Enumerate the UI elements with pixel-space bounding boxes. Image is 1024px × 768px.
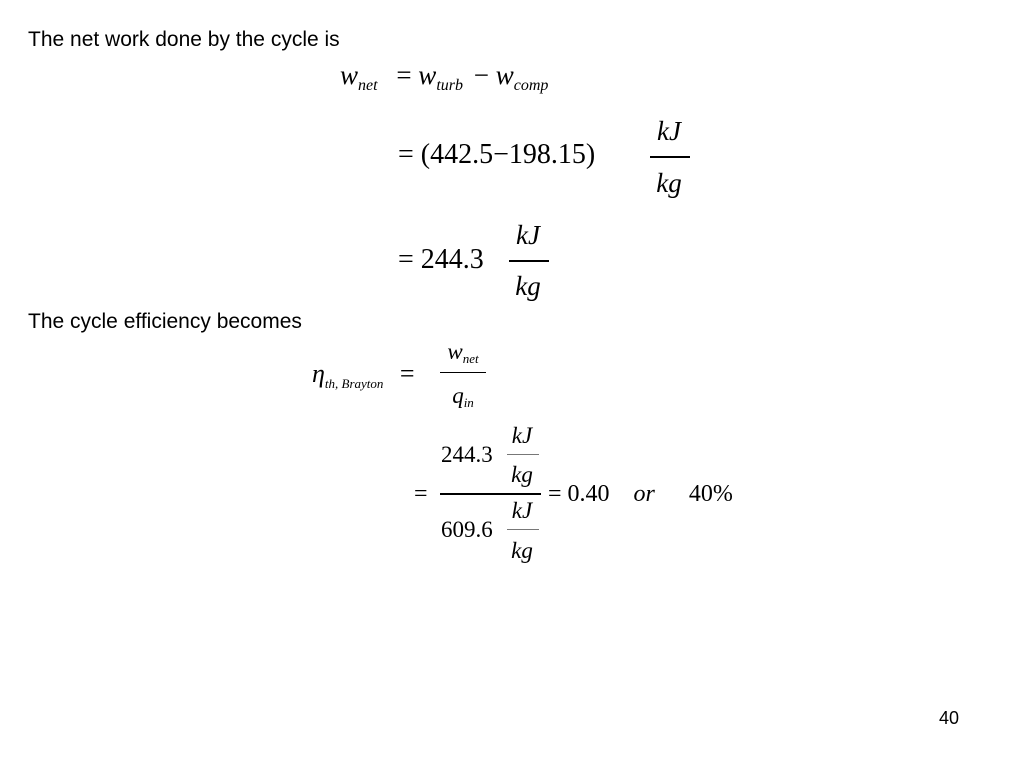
- intro-text-net-work: The net work done by the cycle is: [28, 28, 340, 51]
- w-net-symbol: w: [340, 60, 359, 90]
- unit-numerator-kj: kJ: [657, 116, 681, 146]
- unit-denominator-kg: kg: [515, 271, 541, 301]
- eta-symbol: η: [312, 359, 325, 388]
- denominator-unit-kg: kg: [511, 538, 533, 563]
- difference-expression: (442.5−198.15): [420, 139, 596, 170]
- equals-sign: =: [396, 60, 412, 90]
- denominator-unit-kj: kJ: [511, 498, 533, 523]
- fraction-bar: [650, 156, 690, 158]
- efficiency-result: [548, 482, 733, 506]
- numerator-unit-kj: kJ: [511, 423, 533, 448]
- w-turb-subscript: turb: [436, 77, 463, 94]
- w-turb-symbol: w: [418, 60, 437, 90]
- w-comp-symbol: w: [495, 60, 514, 90]
- intro-text-efficiency: The cycle efficiency becomes: [28, 310, 302, 333]
- unit-numerator-kj: kJ: [516, 220, 540, 250]
- fraction-numerator-w-net: wnet: [447, 339, 479, 366]
- fraction-denominator-q-in: qin: [452, 383, 474, 410]
- equals-sign: =: [398, 139, 414, 170]
- equation-net-work-substitution: [398, 141, 595, 169]
- unit-denominator-kg: kg: [656, 168, 682, 198]
- main-fraction-bar: [440, 493, 541, 495]
- denominator-unit-bar: [507, 529, 539, 530]
- fraction-bar: [509, 260, 549, 262]
- minus-sign: −: [473, 60, 489, 90]
- or-word: or: [633, 481, 655, 507]
- efficiency-percent: 40%: [688, 481, 733, 507]
- equals-sign: =: [414, 481, 428, 507]
- fraction-bar: [440, 372, 486, 373]
- numerator-unit-bar: [507, 454, 539, 455]
- w-comp-subscript: comp: [513, 77, 549, 94]
- equation-efficiency-definition: [312, 359, 415, 391]
- equation-net-work-result: [398, 246, 484, 274]
- numerator-value: 244.3: [441, 442, 493, 467]
- equals-sign: =: [398, 244, 414, 275]
- equation-net-work-definition: [340, 60, 549, 94]
- w-net-subscript: net: [358, 77, 378, 94]
- denominator-value: 609.6: [441, 517, 493, 542]
- net-work-value: 244.3: [420, 244, 484, 275]
- eta-subscript: th, Brayton: [324, 376, 384, 391]
- numerator-unit-kg: kg: [511, 462, 533, 487]
- equals-sign: =: [548, 481, 562, 507]
- page-number: 40: [939, 708, 960, 728]
- efficiency-decimal: 0.40: [567, 481, 610, 507]
- equals-sign: =: [399, 359, 415, 388]
